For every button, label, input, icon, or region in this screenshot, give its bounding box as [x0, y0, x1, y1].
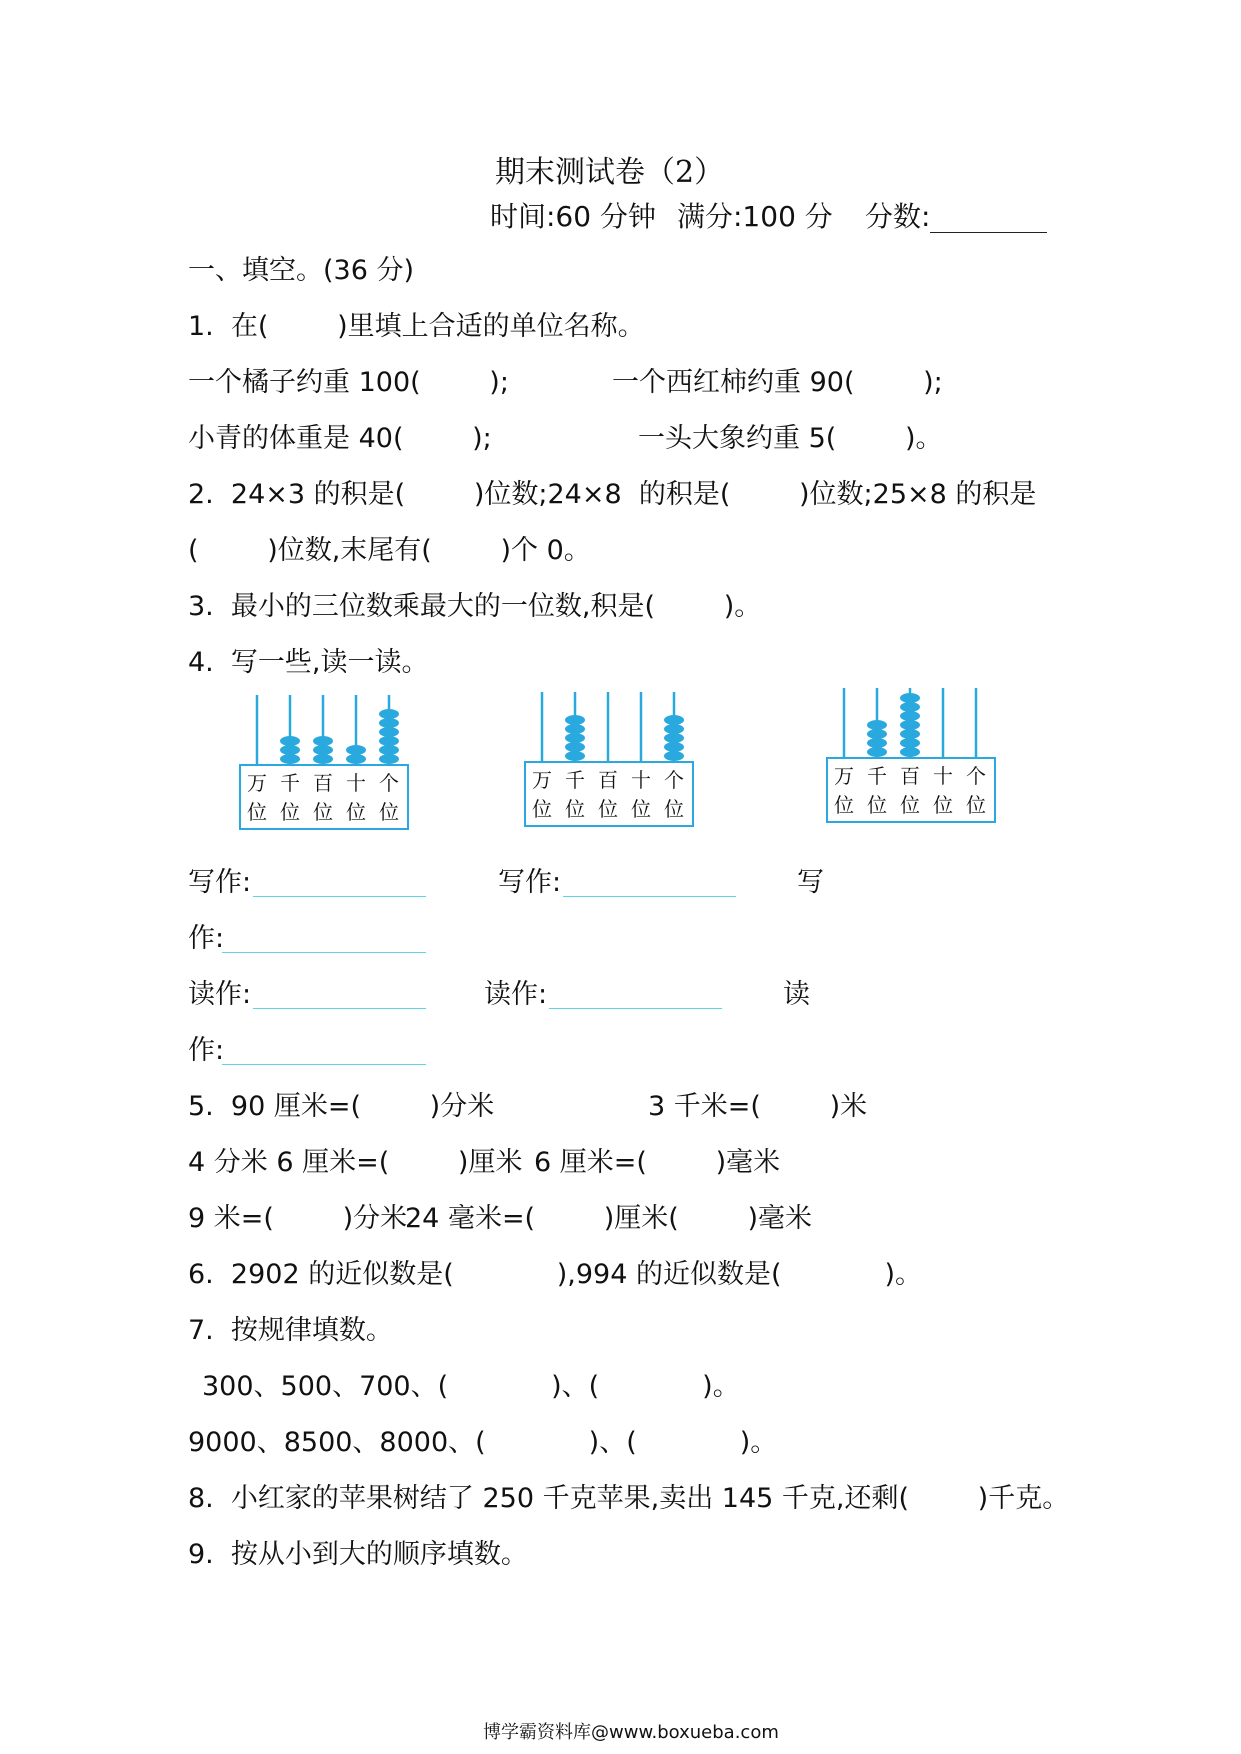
q4-write-label-2: 写作: [498, 867, 562, 898]
abacus-bead [867, 720, 887, 730]
score-blank[interactable] [930, 232, 1047, 233]
abacus-bead [379, 727, 399, 737]
q4-read-label-1: 读作: [188, 979, 252, 1010]
q5-cm-to-dm: 5. 90 厘米=( )分米 [188, 1091, 495, 1122]
abacus-bead [900, 747, 920, 757]
abacus-bead [565, 751, 585, 761]
place-label-suffix: 位 [631, 797, 651, 821]
q4-stem: 4. 写一些,读一读。 [188, 647, 429, 678]
place-label-suffix: 位 [867, 793, 887, 817]
q1-tomato: 一个西红柿约重 90( ); [612, 367, 943, 398]
place-label: 千 [867, 764, 887, 788]
place-label-suffix: 位 [900, 793, 920, 817]
q4-read-label-3-end: 作: [188, 1035, 225, 1066]
place-label-suffix: 位 [834, 793, 854, 817]
q1-stem: 1. 在( )里填上合适的单位名称。 [188, 311, 645, 342]
abacus-bead [346, 745, 366, 755]
q4-write-label-1: 写作: [188, 867, 252, 898]
abacus-bead [900, 729, 920, 739]
abacus-bead [867, 729, 887, 739]
q1-elephant: 一头大象约重 5( )。 [638, 423, 943, 454]
abacus-bead [900, 738, 920, 748]
q4-read-blank-3[interactable] [222, 1064, 426, 1065]
abacus-bead [900, 711, 920, 721]
abacus-bead [900, 693, 920, 703]
abacus-bead [280, 736, 300, 746]
score-label: 分数: [865, 200, 931, 233]
abacus-bead [664, 715, 684, 725]
abacus-bead [664, 751, 684, 761]
abacus-bead [900, 720, 920, 730]
place-label: 个 [966, 764, 986, 788]
abacus-bead [867, 738, 887, 748]
page-title: 期末测试卷（2） [495, 155, 725, 190]
place-label: 十 [933, 764, 953, 788]
place-label-suffix: 位 [280, 800, 300, 824]
place-label-suffix: 位 [247, 800, 267, 824]
q5-cm-to-mm: 6 厘米=( )毫米 [534, 1147, 781, 1178]
place-label-suffix: 位 [565, 797, 585, 821]
place-label: 百 [598, 768, 618, 792]
place-label-suffix: 位 [379, 800, 399, 824]
q4-write-label-3-start: 写 [797, 867, 824, 898]
q7-stem: 7. 按规律填数。 [188, 1315, 393, 1346]
place-label: 百 [900, 764, 920, 788]
q6-text: 6. 2902 的近似数是( ),994 的近似数是( )。 [188, 1259, 923, 1290]
q5-dm-cm: 4 分米 6 厘米=( )厘米 [188, 1147, 523, 1178]
place-label-suffix: 位 [598, 797, 618, 821]
abacus-1 [238, 693, 410, 840]
place-label-suffix: 位 [966, 793, 986, 817]
abacus-bead [346, 754, 366, 764]
abacus-bead [900, 702, 920, 712]
abacus-bead [379, 745, 399, 755]
q4-read-label-3-start: 读 [783, 979, 810, 1010]
abacus-bead [280, 754, 300, 764]
abacus-bead [565, 715, 585, 725]
abacus-bead [664, 742, 684, 752]
footer-watermark: 博学霸资料库@www.boxueba.com [483, 1722, 779, 1743]
place-label: 百 [313, 771, 333, 795]
q9-text: 9. 按从小到大的顺序填数。 [188, 1539, 528, 1570]
abacus-bead [379, 754, 399, 764]
place-label-suffix: 位 [313, 800, 333, 824]
q4-write-blank-2[interactable] [563, 896, 736, 897]
time-limit: 时间:60 分钟 [490, 200, 656, 233]
q4-write-blank-1[interactable] [253, 896, 426, 897]
place-label: 千 [565, 768, 585, 792]
q4-read-blank-2[interactable] [549, 1008, 722, 1009]
abacus-bead [664, 724, 684, 734]
place-label: 万 [532, 768, 552, 792]
q1-weight: 小青的体重是 40( ); [188, 423, 492, 454]
q8-text: 8. 小红家的苹果树结了 250 千克苹果,卖出 145 千克,还剩( )千克。 [188, 1483, 1070, 1514]
abacus-bead [565, 733, 585, 743]
place-label: 千 [280, 771, 300, 795]
abacus-bead [867, 747, 887, 757]
abacus-bead [664, 733, 684, 743]
q2-line2: ( )位数,末尾有( )个 0。 [188, 535, 591, 566]
abacus-bead [313, 736, 333, 746]
place-label: 十 [346, 771, 366, 795]
q5-m-to-dm: 9 米=( )分米 [188, 1203, 408, 1234]
place-label-suffix: 位 [346, 800, 366, 824]
abacus-bead [565, 742, 585, 752]
abacus-bead [280, 745, 300, 755]
q3-text: 3. 最小的三位数乘最大的一位数,积是( )。 [188, 591, 762, 622]
place-label: 个 [664, 768, 684, 792]
q2-line1: 2. 24×3 的积是( )位数;24×8 的积是( )位数;25×8 的积是 [188, 479, 1037, 510]
place-label: 万 [247, 771, 267, 795]
place-label: 十 [631, 768, 651, 792]
place-label-suffix: 位 [933, 793, 953, 817]
q7-row1: 300、500、700、( )、( )。 [202, 1371, 740, 1402]
abacus-bead [379, 718, 399, 728]
q7-row2: 9000、8500、8000、( )、( )。 [188, 1427, 778, 1458]
q4-read-label-2: 读作: [484, 979, 548, 1010]
q1-orange: 一个橘子约重 100( ); [188, 367, 509, 398]
place-label: 个 [379, 771, 399, 795]
place-label: 万 [834, 764, 854, 788]
abacus-bead [565, 724, 585, 734]
q4-read-blank-1[interactable] [253, 1008, 426, 1009]
section-heading: 一、填空。(36 分) [188, 255, 415, 286]
abacus-2 [523, 690, 695, 837]
full-score: 满分:100 分 [677, 200, 833, 233]
abacus-3 [825, 686, 997, 833]
q5-km-to-m: 3 千米=( )米 [648, 1091, 868, 1122]
q5-mm-to-cm: 24 毫米=( )厘米( )毫米 [405, 1203, 813, 1234]
q4-write-blank-3[interactable] [222, 952, 426, 953]
abacus-bead [313, 754, 333, 764]
abacus-bead [313, 745, 333, 755]
place-label-suffix: 位 [532, 797, 552, 821]
q4-write-label-3-end: 作: [188, 923, 225, 954]
place-label-suffix: 位 [664, 797, 684, 821]
abacus-bead [379, 709, 399, 719]
abacus-bead [379, 736, 399, 746]
